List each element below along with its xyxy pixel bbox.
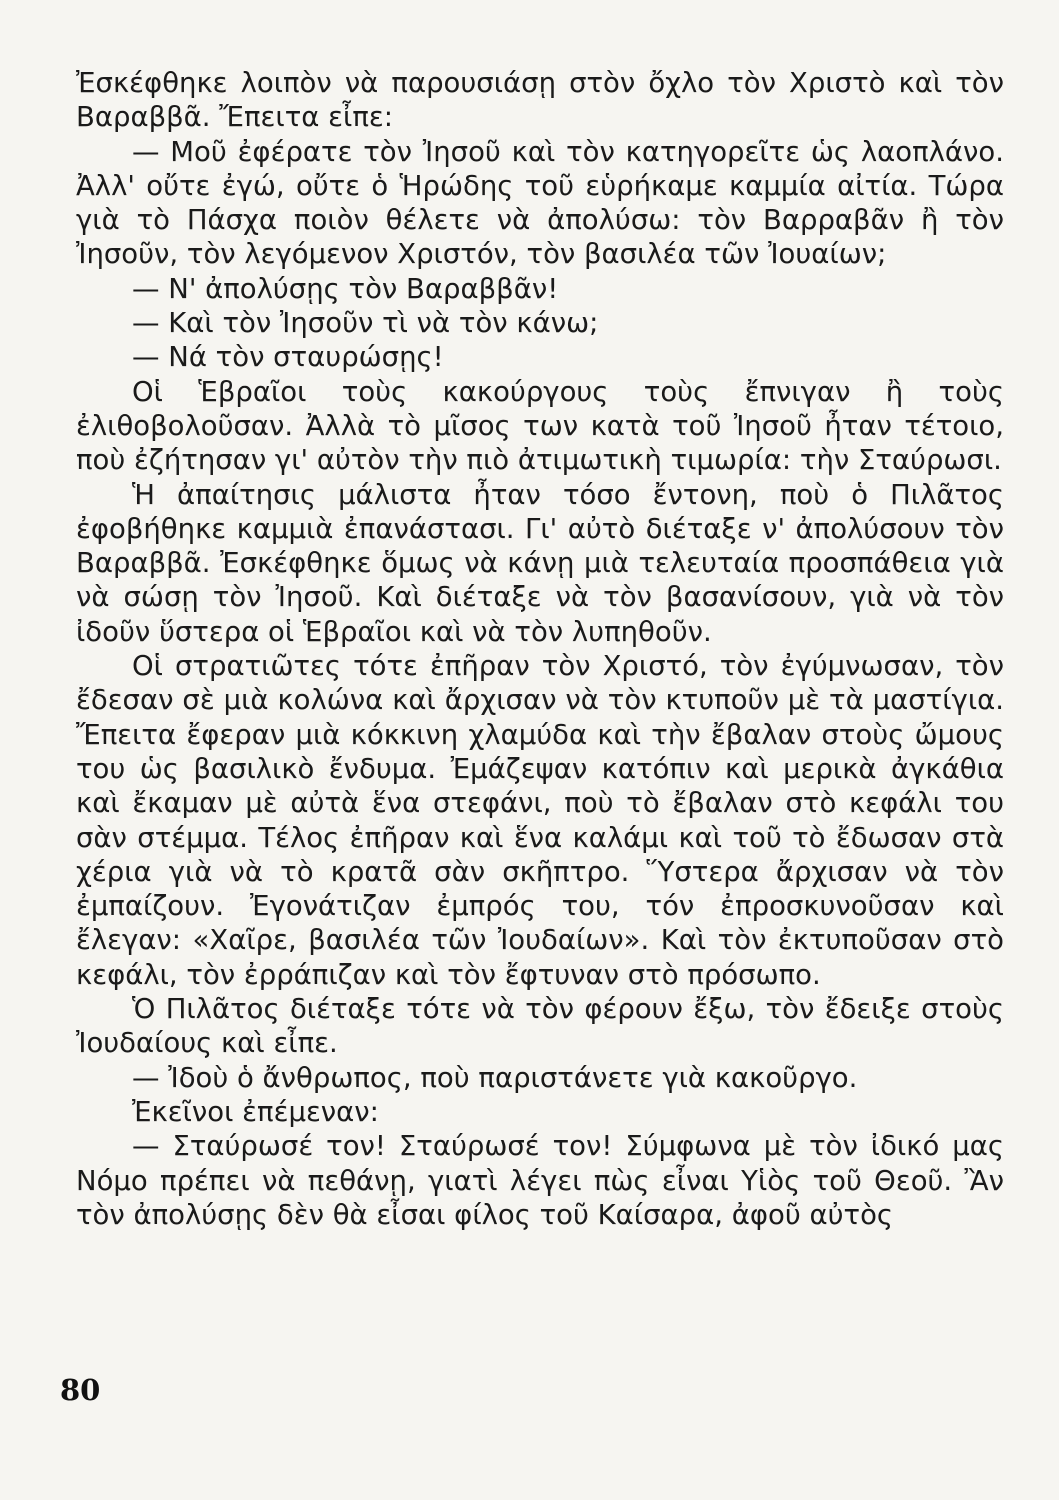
paragraph-4: Οἱ στρατιῶτες τότε ἐπῆραν τὸν Χριστό, τὸν ἐγύμνωσαν, τὸν ἔδεσαν σὲ μιὰ κολώνα καὶ ἄρχισαν νὰ τὸν κτυποῦν μὲ τὰ μαστίγια. Ἔπειτα ἔφεραν μιὰ κόκκινη χλαμύδα καὶ τὴν ἔβαλαν στοὺς ὤμους του ὡς βασιλικὸ ἔνδυμα. Ἐμάζεψαν κατόπιν καὶ μερικὰ ἀγκάθια καὶ ἔκαμαν μὲ αὐτὰ ἕνα στεφάνι, ποὺ τὸ ἔβαλαν στὸ κεφάλι του σὰν στέμμα. Τέλος ἐπῆραν καὶ ἕνα καλάμι καὶ τοῦ τὸ ἔδωσαν στὰ χέρια γιὰ νὰ τὸ κρατᾶ σὰν σκῆπτρο. Ὕστερα ἄρχισαν νὰ τὸν ἐμπαίζουν. Ἐγονάτιζαν ἐμπρός του, τόν ἐπροσκυνοῦσαν καὶ ἔλεγαν: «Χαῖρε, βασιλέα τῶν Ἰουδαίων». Καὶ τὸν ἐκτυποῦσαν στὸ κεφάλι, τὸν ἐρράπιζαν καὶ τὸν ἔφτυναν στὸ πρόσωπο.	[76, 650, 1004, 991]
dialogue-5: — Ἰδοὺ ὁ ἄνθρωπος, ποὺ παριστάνετε γιὰ κακοῦργο.	[132, 1061, 858, 1094]
dialogue-2: — Ν' ἀπολύσῃς τὸν Βαραββᾶν!	[132, 272, 559, 305]
page-number: 80	[60, 1373, 101, 1407]
dialogue-1: — Μοῦ ἐφέρατε τὸν Ἰησοῦ καὶ τὸν κατηγορεῖτε ὡς λαοπλάνο. Ἀλλ' οὔτε ἐγώ, οὔτε ὁ Ἡρώδης τοῦ εὑρήκαμε καμμία αἰτία. Τώρα γιὰ τὸ Πάσχα ποιὸν θέλετε νὰ ἀπολύσω: τὸν Βαρραβᾶν ἢ τὸν Ἰησοῦν, τὸν λεγόμενον Χριστόν, τὸν βασιλέα τῶν Ἰουαίων;	[76, 135, 1004, 271]
body-text	[76, 66, 1004, 1232]
dialogue-4: — Νά τὸν σταυρώσῃς!	[132, 341, 444, 374]
paragraph-1: Ἐσκέφθηκε λοιπὸν νὰ παρουσιάσῃ στὸν ὄχλο τὸν Χριστὸ καὶ τὸν Βαραββᾶ. Ἔπειτα εἶπε:	[76, 67, 1004, 134]
paragraph-5: Ὁ Πιλᾶτος διέταξε τότε νὰ τὸν φέρουν ἔξω, τὸν ἔδειξε στοὺς Ἰουδαίους καὶ εἶπε.	[76, 993, 1004, 1060]
dialogue-3: — Καὶ τὸν Ἰησοῦν τὶ νὰ τὸν κάνω;	[132, 307, 599, 340]
paragraph-2: Οἱ Ἑβραῖοι τοὺς κακούργους τοὺς ἔπνιγαν ἢ τοὺς ἐλιθοβολοῦσαν. Ἀλλὰ τὸ μῖσος των κατὰ τοῦ Ἰησοῦ ἦταν τέτοιο, ποὺ ἐζήτησαν γι' αὐτὸν τὴν πιὸ ἀτιμωτικὴ τιμωρία: τὴν Σταύρωσι.	[76, 375, 1004, 477]
dialogue-6: — Σταύρωσέ τον! Σταύρωσέ τον! Σύμφωνα μὲ τὸν ἰδικό μας Νόμο πρέπει νὰ πεθάνῃ, γιατὶ λέγει πὼς εἶναι Υἱὸς τοῦ Θεοῦ. Ἂν τὸν ἀπολύσῃς δὲν θὰ εἶσαι φίλος τοῦ Καίσαρα, ἀφοῦ αὐτὸς	[76, 1130, 1004, 1231]
paragraph-3: Ἡ ἀπαίτησις μάλιστα ἦταν τόσο ἔντονη, ποὺ ὁ Πιλᾶτος ἐφοβήθηκε καμμιὰ ἐπανάστασι. Γι' αὐτὸ διέταξε ν' ἀπολύσουν τὸν Βαραββᾶ. Ἐσκέφθηκε ὅμως νὰ κάνῃ μιὰ τελευταία προσπάθεια γιὰ νὰ σώσῃ τὸν Ἰησοῦ. Καὶ διέταξε νὰ τὸν βασανίσουν, γιὰ νὰ τὸν ἰδοῦν ὕστερα οἱ Ἑβραῖοι καὶ νὰ τὸν λυπηθοῦν.	[76, 478, 1004, 648]
paragraph-6: Ἐκεῖνοι ἐπέμεναν:	[132, 1095, 379, 1128]
